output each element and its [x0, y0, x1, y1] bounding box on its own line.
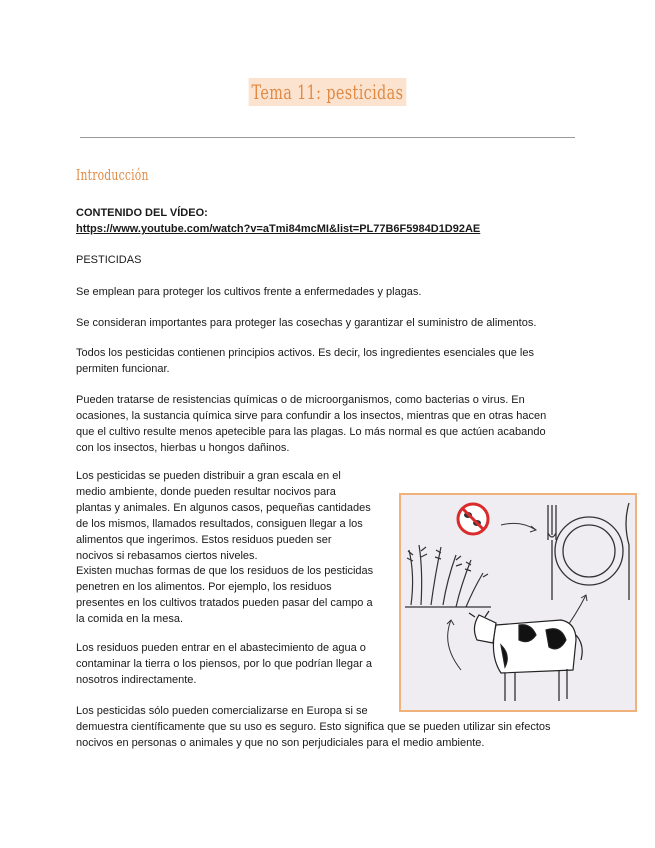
video-label: CONTENIDO DEL VÍDEO: [76, 207, 208, 219]
title-container [0, 78, 655, 106]
paragraph-heading: PESTICIDAS [76, 254, 142, 266]
page-title: Tema 11: pesticidas [249, 78, 407, 106]
video-link[interactable]: https://www.youtube.com/watch?v=aTmi84mcMI&list=PL77B6F5984D1D92AE [76, 223, 481, 235]
paragraph: Todos los pesticidas contienen principios activos. Es decir, los ingredientes esenciales que les permiten funcionar. [76, 347, 534, 375]
cow-icon [469, 611, 582, 701]
paragraph: Los pesticidas sólo pueden comercializarse en Europa si se demuestra científicamente que su uso es seguro. Esto significa que se pueden utilizar sin efectos nocivos en personas o animales y que no son perjudiciales para el medio ambiente. [76, 705, 551, 749]
paragraph: Se emplean para proteger los cultivos frente a enfermedades y plagas. [76, 286, 422, 298]
paragraph: Pueden tratarse de resistencias químicas o de microorganismos, como bacterias o virus. En ocasiones, la sustancia química sirve para confundir a los insectos, mientras que en otras hacen que el cultivo resulte menos apetecible para las plagas. Lo más normal es que actúen acabando con los insectos, hierbas u hongos dañinos. [76, 394, 547, 454]
paragraph: Los pesticidas se pueden distribuir a gran escala en el medio ambiente, donde pueden resultar nocivos para plantas y animales. En algunos casos, pequeñas cantidades de los mismos, llamados resultados, consiguen llegar a los alimentos que ingerimos. Estos residuos pueden ser nocivos si rebasamos ciertos niveles. [76, 470, 371, 562]
paragraph: Se consideran importantes para proteger las cosechas y garantizar el suministro de alimentos. [76, 317, 537, 329]
paragraph: Los residuos pueden entrar en el abastecimiento de agua o contaminar la tierra o los piensos, por lo que podrían llegar a nosotros indirectamente. [76, 642, 372, 686]
horizontal-divider [80, 137, 575, 138]
section-heading: Introducción [76, 166, 149, 184]
paragraph: Existen muchas formas de que los residuos de los pesticidas penetren en los alimentos. Por ejemplo, los residuos presentes en los cultivos tratados pueden pasar del campo a la comida en la mesa. [76, 565, 374, 625]
